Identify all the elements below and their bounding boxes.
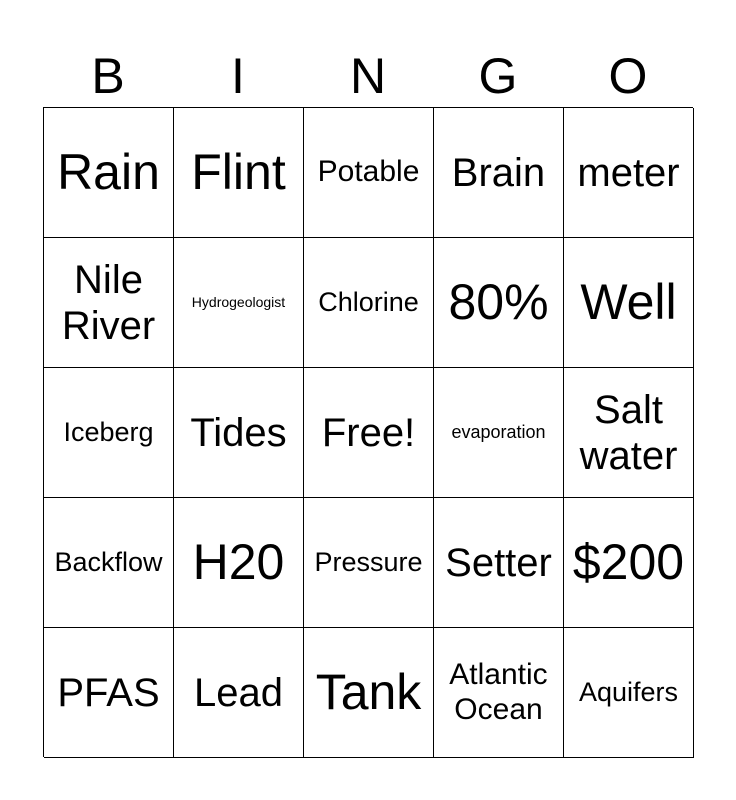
bingo-cell[interactable]: [174, 368, 304, 498]
bingo-cell[interactable]: [564, 368, 694, 498]
cell-label: Tides: [190, 410, 287, 455]
header-letter-g: G: [478, 48, 518, 104]
cell-label: Atlantic Ocean: [449, 658, 548, 726]
cell-label: Lead: [194, 670, 283, 715]
cell-label: Free!: [321, 410, 416, 455]
bingo-cell[interactable]: [174, 108, 304, 238]
cell-label: Potable: [317, 155, 420, 189]
bingo-cell[interactable]: [434, 108, 564, 238]
cell-label: 80%: [448, 273, 549, 330]
cell-label: Pressure: [314, 546, 423, 577]
cell-label: Well: [580, 273, 677, 330]
cell-label: evaporation: [451, 422, 546, 443]
bingo-cell[interactable]: [434, 238, 564, 368]
bingo-header: [43, 44, 693, 108]
header-letter-o: O: [608, 48, 648, 104]
bingo-board: [43, 107, 693, 757]
cell-label: Hydrogeologist: [191, 294, 286, 311]
bingo-cell[interactable]: [564, 108, 694, 238]
cell-label: $200: [572, 533, 685, 590]
bingo-cell[interactable]: [304, 108, 434, 238]
header-letter-n: N: [349, 48, 387, 104]
cell-label: Aquifers: [578, 676, 679, 707]
bingo-cell[interactable]: [174, 238, 304, 368]
bingo-cell[interactable]: [564, 238, 694, 368]
cell-label: Salt water: [579, 387, 678, 478]
free-space[interactable]: [304, 368, 434, 498]
cell-label: Brain: [451, 150, 546, 195]
cell-label: Tank: [315, 663, 422, 720]
header-letter-b: B: [91, 48, 125, 104]
cell-label: Nile River: [61, 257, 156, 348]
cell-label: PFAS: [57, 670, 160, 715]
cell-label: Backflow: [54, 546, 163, 577]
bingo-cell[interactable]: [44, 108, 174, 238]
cell-label: Setter: [445, 540, 552, 585]
bingo-cell[interactable]: [44, 238, 174, 368]
cell-label: Flint: [191, 143, 286, 200]
bingo-cell[interactable]: [44, 368, 174, 498]
cell-label: H20: [192, 533, 285, 590]
bingo-cell[interactable]: [44, 498, 174, 628]
cell-label: Iceberg: [63, 416, 154, 447]
bingo-cell[interactable]: [304, 238, 434, 368]
bingo-cell[interactable]: [44, 628, 174, 758]
cell-label: Chlorine: [318, 286, 419, 317]
bingo-cell[interactable]: [564, 628, 694, 758]
bingo-cell[interactable]: [434, 498, 564, 628]
bingo-cell[interactable]: [304, 498, 434, 628]
bingo-cell[interactable]: [564, 498, 694, 628]
bingo-cell[interactable]: [174, 628, 304, 758]
bingo-cell[interactable]: [434, 628, 564, 758]
header-letter-i: I: [231, 48, 245, 104]
cell-label: meter: [577, 150, 680, 195]
bingo-cell[interactable]: [174, 498, 304, 628]
bingo-cell[interactable]: [304, 628, 434, 758]
cell-label: Rain: [57, 143, 160, 200]
bingo-cell[interactable]: [434, 368, 564, 498]
